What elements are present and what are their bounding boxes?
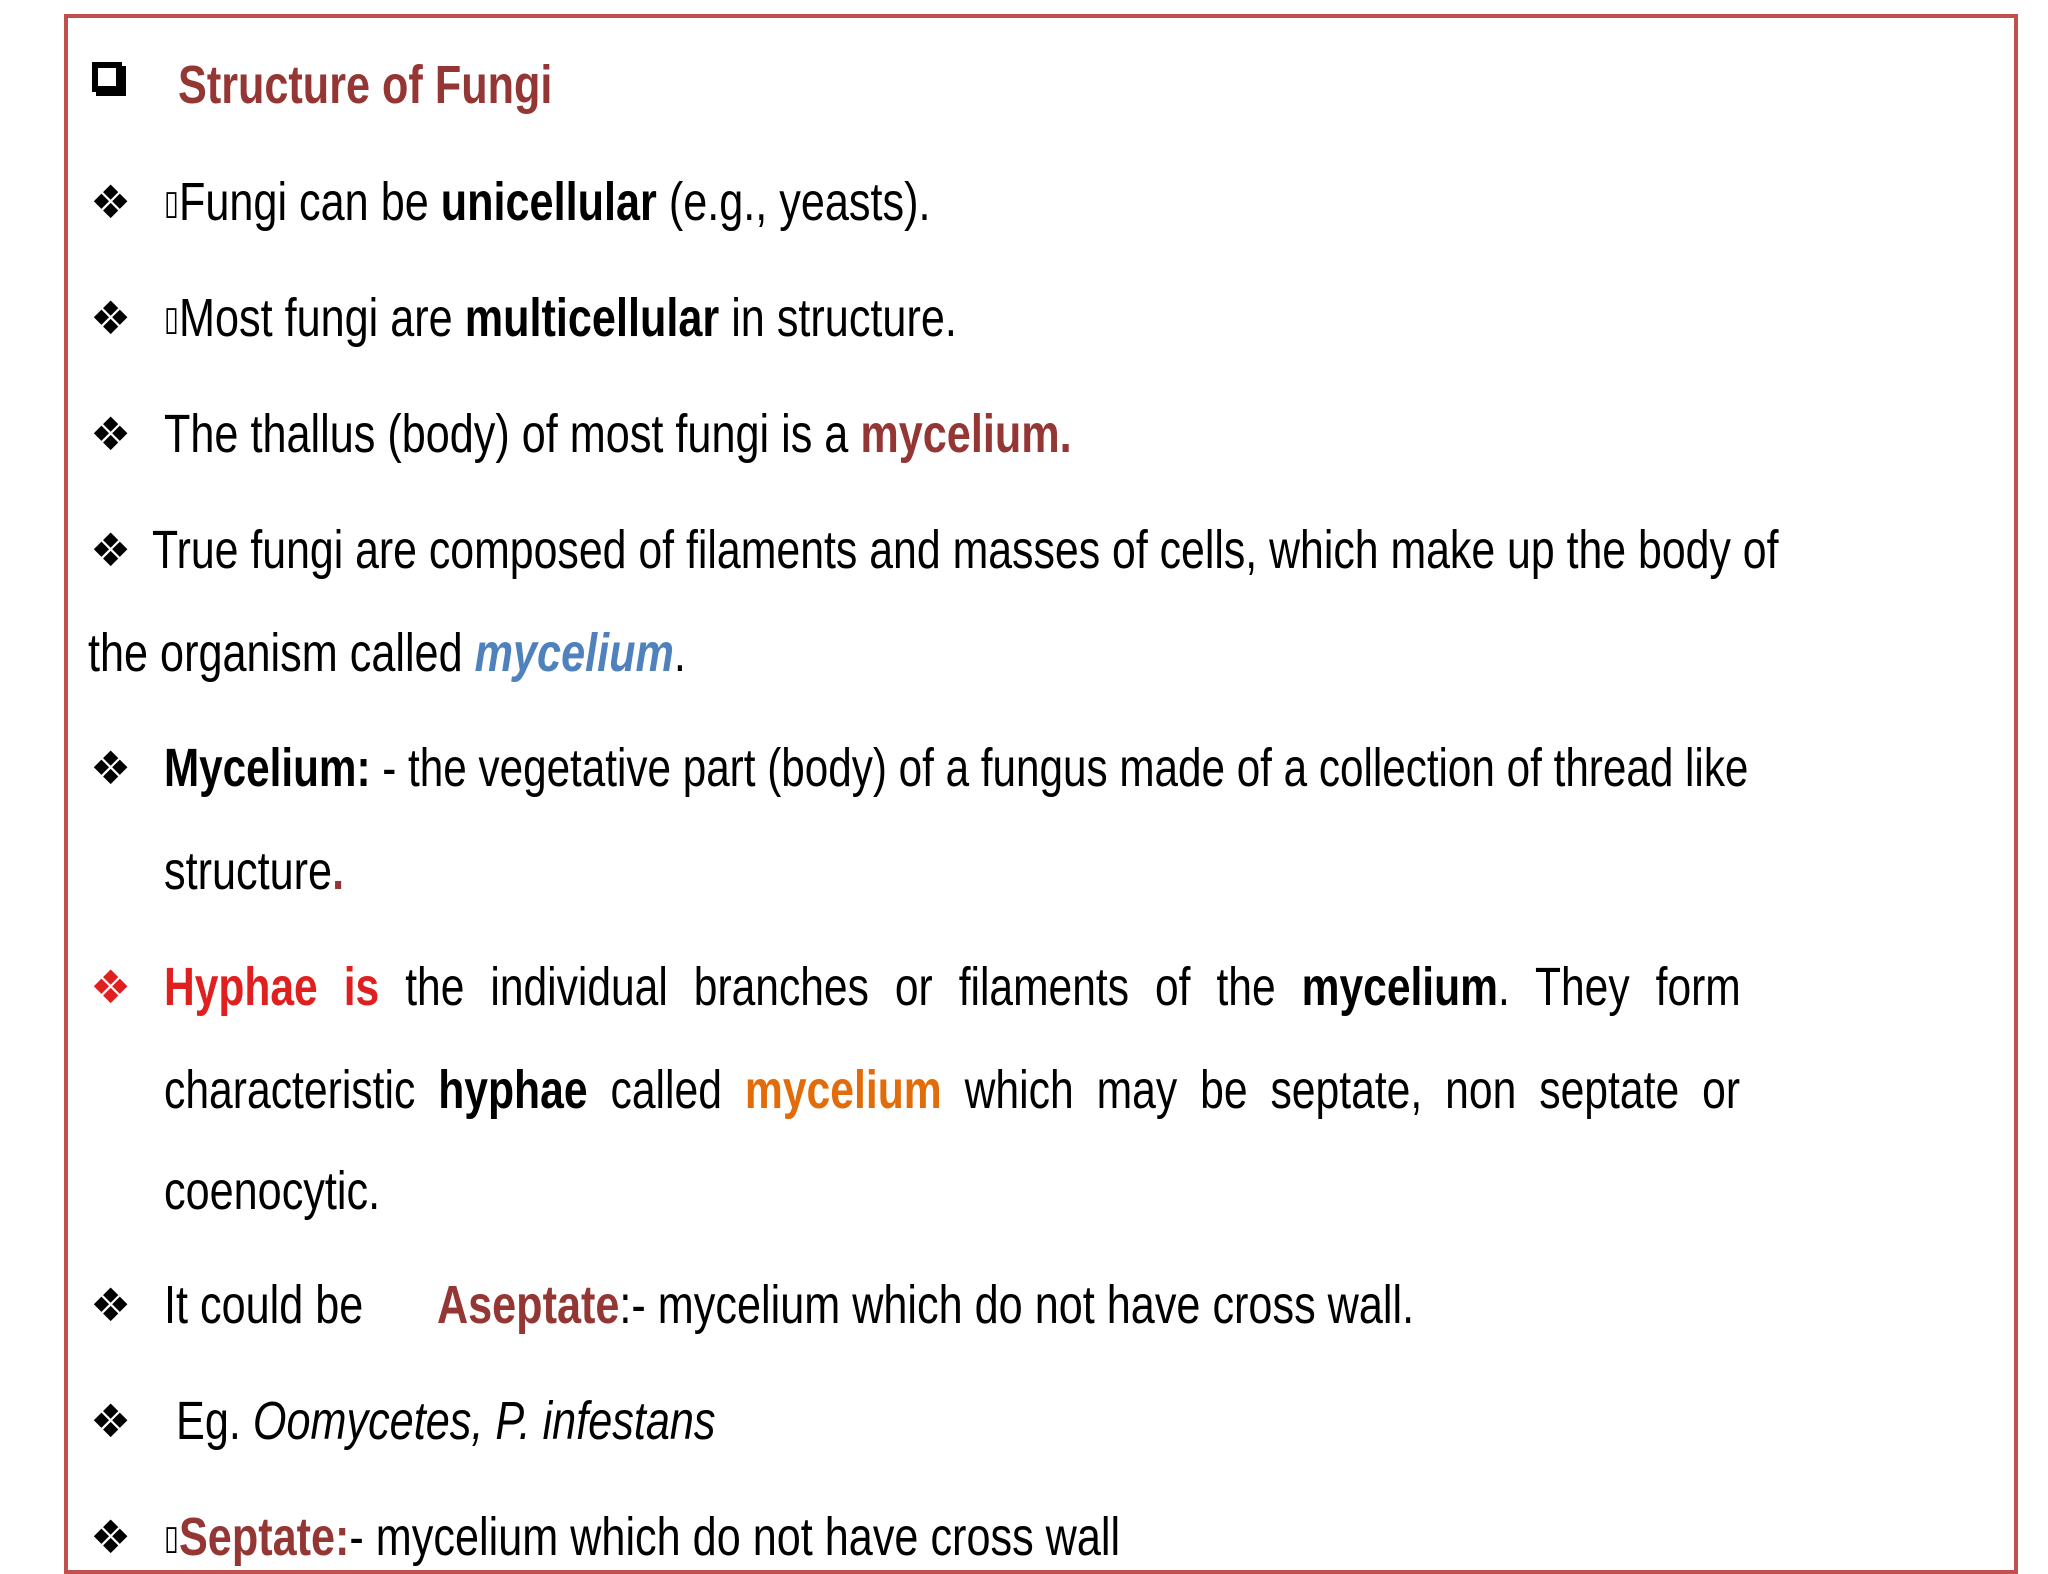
bullet-multicellular: ▯Most fungi are multicellular in structure. — [164, 288, 957, 348]
four-diamond-bullet-icon: ❖ — [90, 524, 132, 576]
four-diamond-bullet-icon: ❖ — [90, 961, 132, 1013]
four-diamond-bullet-icon: ❖ — [90, 292, 132, 344]
four-diamond-bullet-icon: ❖ — [90, 742, 132, 794]
bullet-unicellular: ▯Fungi can be unicellular (e.g., yeasts). — [164, 172, 931, 232]
bullet-hyphae-line3: coenocytic. — [164, 1161, 381, 1221]
bullet-example: Eg. Oomycetes, P. infestans — [176, 1391, 716, 1451]
bullet-mycelium-line1: Mycelium: - the vegetative part (body) of a fungus made of a collection of thread like — [164, 738, 1749, 798]
four-diamond-bullet-icon: ❖ — [90, 176, 132, 228]
four-diamond-bullet-icon: ❖ — [90, 1395, 132, 1447]
bullet-mycelium-line2: structure. — [164, 841, 345, 901]
bullet-aseptate: It could be Aseptate:- mycelium which do not have cross wall. — [164, 1275, 1415, 1335]
bullet-true-fungi-line1: True fungi are composed of filaments and masses of cells, which make up the body of — [152, 520, 1779, 580]
four-diamond-bullet-icon: ❖ — [90, 408, 132, 460]
bullet-septate: ▯Septate:- mycelium which do not have cross wall — [164, 1507, 1121, 1567]
missing-glyph-box-icon: ▯ — [164, 183, 179, 223]
missing-glyph-box-icon: ▯ — [164, 299, 179, 339]
slide-title: Structure of Fungi — [178, 55, 553, 115]
four-diamond-bullet-icon: ❖ — [90, 1511, 132, 1563]
four-diamond-bullet-icon: ❖ — [90, 1279, 132, 1331]
bullet-hyphae-line1: Hyphae is the individual branches or filaments of the mycelium. They form — [164, 957, 1741, 1017]
missing-glyph-box-icon: ▯ — [164, 1518, 179, 1558]
bullet-hyphae-line2: characteristic hyphae called mycelium which may be septate, non septate or — [164, 1060, 1741, 1120]
checkbox-square-icon — [92, 62, 122, 92]
bullet-thallus: The thallus (body) of most fungi is a mycelium. — [164, 404, 1072, 464]
bullet-true-fungi-line2: the organism called mycelium. — [88, 623, 686, 683]
